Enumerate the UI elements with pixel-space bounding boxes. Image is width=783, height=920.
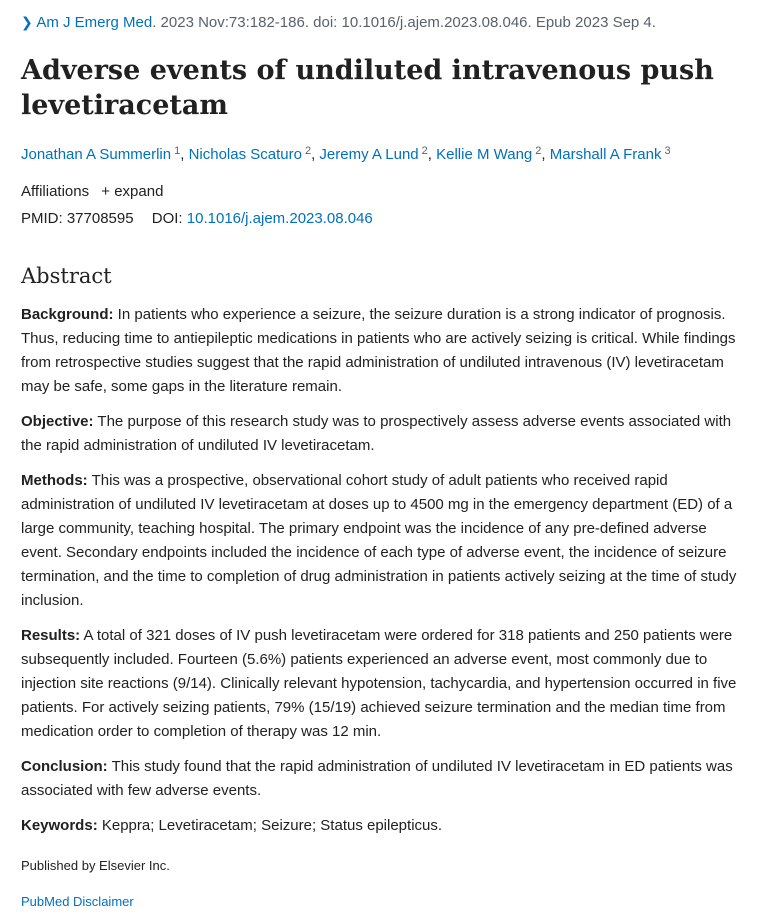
doi-label: DOI: — [151, 210, 183, 227]
doi-link[interactable]: 10.1016/j.ajem.2023.08.046 — [186, 210, 373, 227]
abstract-heading: Abstract — [21, 264, 112, 288]
abstract-background — [21, 303, 751, 399]
expand-button[interactable] — [101, 183, 163, 200]
citation-line — [21, 14, 656, 31]
section-label: Background: — [21, 306, 114, 323]
pmid-label: PMID: — [21, 210, 63, 227]
author-list: Jonathan A Summerlin $^1$, Nicholas Scaturo $^2$, Jeremy A Lund $^2$, Kellie M Wang $^2$, Marshall A Frank $^3$ — [21, 145, 671, 163]
chevron-right-icon[interactable]: ❯ — [21, 14, 33, 30]
abstract-methods — [21, 469, 751, 613]
publisher-note: Published by Elsevier Inc. — [21, 858, 170, 873]
section-text: This study found that the rapid administration of undiluted IV levetiracetam in ED patients was associated with few adverse events. — [21, 758, 733, 799]
section-text: This was a prospective, observational cohort study of adult patients who received rapid administration of undiluted IV levetiracetam at doses up to 4500 mg in the emergency department (ED) of a large community, teaching hospital. The primary endpoint was the incidence of any pre-defined adverse event. Secondary endpoints included the incidence of each type of adverse event, the incidence of seizure termination, and the time to completion of drug administration in patients actively seizing at the time of study inclusion. — [21, 472, 737, 609]
abstract-objective — [21, 410, 751, 458]
section-label: Results: — [21, 627, 81, 644]
keywords-text: Keppra; Levetiracetam; Seizure; Status epilepticus. — [97, 817, 443, 834]
affiliation-ref[interactable]: 3 — [664, 145, 671, 157]
section-label: Keywords: — [21, 817, 98, 834]
abstract-results — [21, 624, 751, 744]
abstract-keywords — [21, 814, 751, 838]
pubmed-disclaimer-link[interactable]: PubMed Disclaimer — [21, 894, 134, 909]
affiliation-ref[interactable]: 1 — [174, 145, 181, 157]
expand-label: expand — [114, 183, 164, 200]
author-link[interactable]: Kellie M Wang — [436, 146, 533, 163]
section-label: Methods: — [21, 472, 88, 489]
article-title: Adverse events of undiluted intravenous push levetiracetam — [21, 55, 714, 121]
plus-icon: + — [101, 183, 111, 200]
author-link[interactable]: Jeremy A Lund — [319, 146, 419, 163]
author-link[interactable]: Marshall A Frank — [549, 146, 662, 163]
section-text: A total of 321 doses of IV push levetiracetam were ordered for 318 patients and 250 patients were subsequently included. Fourteen (5.6%) patients experienced an adverse event, most commonly due to injection site reactions (9/14). Clinically relevant hypotension, tachycardia, and hypertension occurred in five patients. For actively seizing patients, 79% (15/19) achieved seizure termination and the median time from medication order to completion of therapy was 12 min. — [21, 627, 737, 740]
section-label: Objective: — [21, 413, 94, 430]
section-text: The purpose of this research study was to prospectively assess adverse events associated with the rapid administration of undiluted IV levetiracetam. — [21, 413, 732, 454]
pmid-value: 37708595 — [66, 210, 134, 227]
affiliations-toggle[interactable] — [21, 183, 163, 200]
section-label: Conclusion: — [21, 758, 108, 775]
affiliation-ref[interactable]: 2 — [535, 145, 542, 157]
citation-details: . 2023 Nov:73:182-186. doi: 10.1016/j.ajem.2023.08.046. Epub 2023 Sep 4. — [152, 14, 656, 31]
author-link[interactable]: Jonathan A Summerlin — [21, 146, 172, 163]
affiliations-label: Affiliations — [21, 183, 90, 200]
journal-link[interactable]: Am J Emerg Med — [36, 14, 153, 31]
identifiers — [21, 210, 373, 227]
affiliation-ref[interactable]: 2 — [421, 145, 428, 157]
abstract-conclusion — [21, 755, 751, 803]
author-link[interactable]: Nicholas Scaturo — [188, 146, 302, 163]
section-text: In patients who experience a seizure, the seizure duration is a strong indicator of prognosis. Thus, reducing time to antiepileptic medications in patients who are actively seizing is critical. While findings from retrospective studies suggest that the rapid administration of undiluted intravenous (IV) levetiracetam may be safe, some gaps in the literature remain. — [21, 306, 736, 395]
abstract-body — [21, 303, 751, 849]
affiliation-ref[interactable]: 2 — [304, 145, 312, 157]
